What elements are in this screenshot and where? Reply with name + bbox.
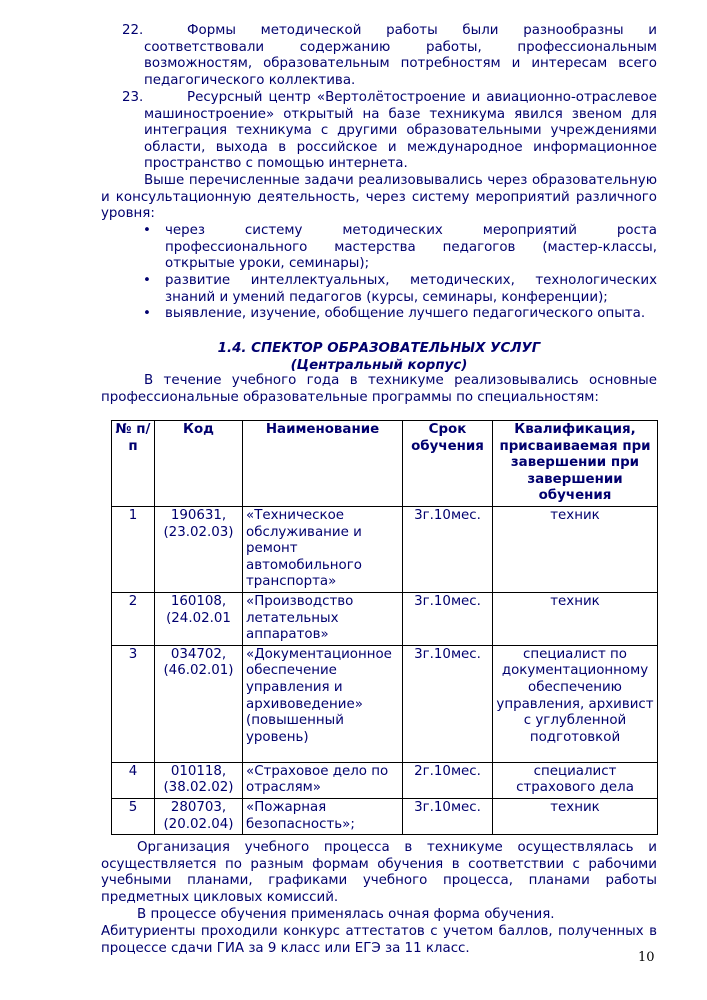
closing-paragraph: В процессе обучения применялась очная форма обучения. (137, 907, 555, 922)
item-text: машиностроение» открытый на базе техникума явился звеном для интеграция техникума с другими образовательными учреждениями области, выхода в российское и международное информационное пространство с помощью интернета. (144, 106, 657, 172)
table-row (112, 762, 658, 798)
page-number: 10 (638, 950, 655, 965)
cell-qualification: специалист по документационному обеспечению управления, архивист с углубленной подготовкой (493, 645, 658, 762)
item-number: 23. (122, 90, 144, 105)
header-duration: Срок обучения (403, 421, 493, 507)
cell-name: «Документационное обеспечение управления и архивоведение» (повышенный уровень) (243, 645, 403, 762)
closing-last-paragraph: Абитуриенты проходили конкурс аттестатов с учетом баллов, полученных в процессе сдачи ГИА за 9 класс или ЕГЭ за 11 класс. (101, 924, 657, 956)
bullet-marker: • (143, 273, 151, 288)
section-title: 1.4. СПЕКТОР ОБРАЗОВАТЕЛЬНЫХ УСЛУГ (217, 341, 541, 356)
table-intro: В течение учебного года в техникуме реализовывались основные профессиональные образовательные программы по специальностям: (101, 373, 657, 405)
cell-name: «Производство летательных аппаратов» (243, 592, 403, 645)
section-subtitle: (Центральный корпус) (290, 358, 468, 373)
cell-duration: 2г.10мес. (403, 762, 493, 798)
bullet-item: развитие интеллектуальных, методических, технологических знаний и умений педагогов (курсы, семинары, конференции); (165, 273, 657, 305)
cell-qualification: техник (493, 592, 658, 645)
table-header-row (112, 421, 658, 507)
cell-number: 5 (112, 798, 155, 834)
header-code: Код (155, 421, 243, 507)
cell-code: 160108, (24.02.01 (155, 592, 243, 645)
cell-duration: 3г.10мес. (403, 645, 493, 762)
item-first-line: Формы методической работы были разнообразны и (187, 23, 657, 38)
cell-duration: 3г.10мес. (403, 592, 493, 645)
item-number: 22. (122, 23, 144, 38)
cell-code: 034702, (46.02.01) (155, 645, 243, 762)
item-first-line: Ресурсный центр «Вертолётостроение и авиационно-отраслевое (187, 90, 657, 105)
cell-number: 4 (112, 762, 155, 798)
table-row (112, 645, 658, 762)
header-number: № п/п (112, 421, 155, 507)
header-qualification: Квалификация, присваиваемая при завершении при завершении обучения (493, 421, 658, 507)
cell-name: «Страховое дело по отраслям» (243, 762, 403, 798)
table-row (112, 592, 658, 645)
closing-paragraph: Организация учебного процесса в техникуме осуществлялась и осуществляется по разным формам обучения в соответствии с рабочими учебными планами, графиками учебного процесса, планами работы предметных цикловых комиссий. (101, 840, 657, 905)
cell-code: 190631, (23.02.03) (155, 506, 243, 592)
table-row (112, 798, 658, 834)
cell-name: «Пожарная безопасность»; (243, 798, 403, 834)
intro-paragraph: Выше перечисленные задачи реализовывались через образовательную и консультационную деятельность, через систему мероприятий различного уровня: (101, 173, 657, 222)
cell-name: «Техническое обслуживание и ремонт автомобильного транспорта» (243, 506, 403, 592)
bullet-marker: • (143, 306, 151, 321)
bullet-item: через систему методических мероприятий роста профессионального мастерства педагогов (мастер-классы, открытые уроки, семинары); (165, 223, 657, 272)
cell-number: 2 (112, 592, 155, 645)
bullet-marker: • (143, 223, 151, 238)
cell-duration: 3г.10мес. (403, 506, 493, 592)
item-text: соответствовали содержанию работы, профессиональным возможностям, образовательным потребностям и интересам всего педагогического коллектива. (144, 39, 657, 88)
cell-code: 010118, (38.02.02) (155, 762, 243, 798)
cell-qualification: специалист страхового дела (493, 762, 658, 798)
bullet-item: выявление, изучение, обобщение лучшего педагогического опыта. (165, 306, 646, 321)
cell-qualification: техник (493, 798, 658, 834)
cell-number: 3 (112, 645, 155, 762)
programs-table (111, 420, 658, 835)
cell-number: 1 (112, 506, 155, 592)
table-row (112, 506, 658, 592)
cell-code: 280703, (20.02.04) (155, 798, 243, 834)
cell-qualification: техник (493, 506, 658, 592)
header-name: Наименование (243, 421, 403, 507)
cell-duration: 3г.10мес. (403, 798, 493, 834)
